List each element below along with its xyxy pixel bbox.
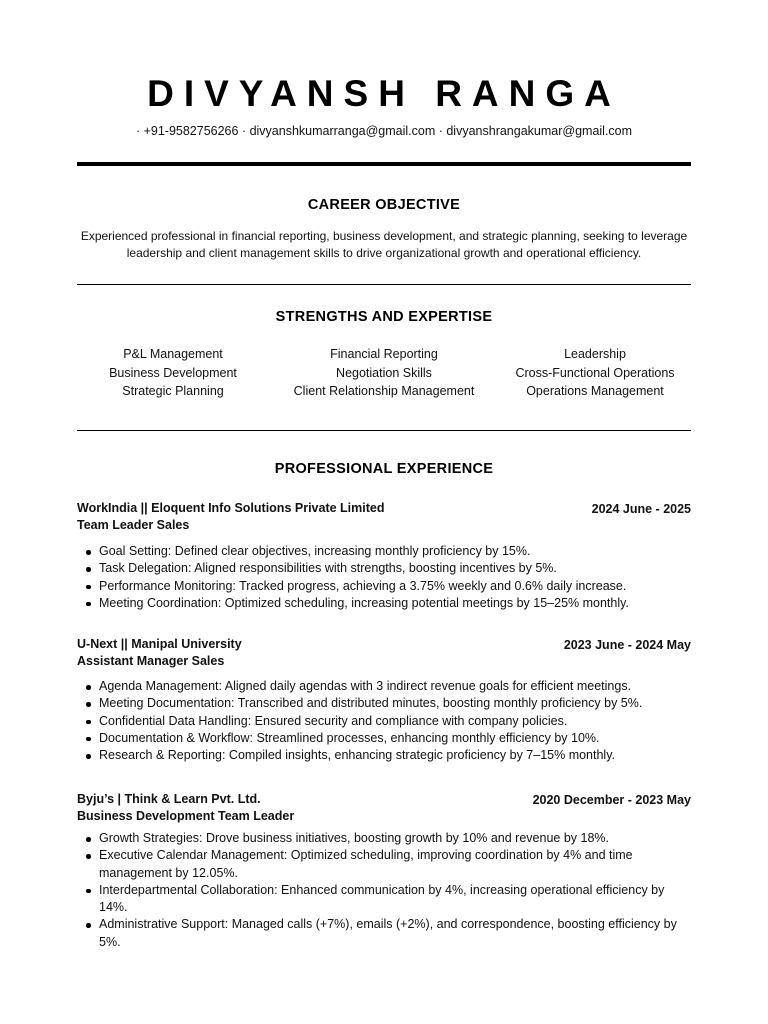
job-entry [77, 636, 691, 763]
job-company: WorkIndia || Eloquent Info Solutions Private Limited [77, 501, 385, 515]
job-bullet: Goal Setting: Defined clear objectives, increasing monthly proficiency by 15%. [77, 543, 691, 560]
job-bullet: Task Delegation: Aligned responsibilities with strengths, boosting incentives by 5%. [77, 560, 691, 577]
job-bullets [77, 830, 691, 951]
section-divider [77, 430, 691, 431]
career-objective-heading: CAREER OBJECTIVE [307, 197, 461, 213]
job-role: Team Leader Sales [77, 518, 190, 532]
job-role: Assistant Manager Sales [77, 654, 225, 668]
strength-item: Business Development [109, 365, 237, 380]
strengths-heading: STRENGTHS AND EXPERTISE [275, 309, 493, 325]
strength-item: Negotiation Skills [336, 365, 432, 380]
strengths-grid [77, 346, 691, 401]
strength-item: Cross-Functional Operations [515, 365, 675, 380]
job-company: U-Next || Manipal University [77, 637, 242, 651]
strength-item: Leadership [564, 347, 626, 361]
candidate-name: DIVYANSH RANGA [147, 73, 621, 114]
job-entry [77, 500, 691, 610]
job-bullet: Interdepartmental Collaboration: Enhanced communication by 4%, increasing operational efficiency by 14%. [77, 882, 691, 917]
job-bullets [77, 543, 691, 612]
job-header [77, 500, 691, 534]
job-bullet: Performance Monitoring: Tracked progress, achieving a 3.75% weekly and 0.6% daily increase. [77, 578, 691, 595]
job-entry [77, 791, 691, 949]
job-header [77, 636, 691, 670]
job-dates: 2023 June - 2024 May [563, 638, 691, 652]
experience-heading: PROFESSIONAL EXPERIENCE [274, 461, 494, 477]
job-bullet: Meeting Coordination: Optimized scheduling, increasing potential meetings by 15–25% monthly. [77, 595, 691, 612]
job-bullet: Growth Strategies: Drove business initiatives, boosting growth by 10% and revenue by 18%. [77, 830, 691, 847]
strength-item: Operations Management [526, 384, 664, 398]
job-dates: 2024 June - 2025 [591, 502, 691, 516]
job-bullet: Documentation & Workflow: Streamlined processes, enhancing monthly efficiency by 10%. [77, 730, 691, 747]
job-bullet: Confidential Data Handling: Ensured security and compliance with company policies. [77, 713, 691, 730]
job-bullets [77, 678, 691, 764]
strength-item: Financial Reporting [330, 347, 438, 361]
strength-item: P&L Management [123, 347, 223, 361]
job-bullet: Research & Reporting: Compiled insights, enhancing strategic proficiency by 7–15% monthly. [77, 747, 691, 764]
job-bullet: Executive Calendar Management: Optimized scheduling, improving coordination by 4% and time management by 12.05%. [77, 847, 691, 882]
job-bullet: Administrative Support: Managed calls (+7%), emails (+2%), and correspondence, boosting efficiency by 5%. [77, 916, 691, 951]
job-bullet: Agenda Management: Aligned daily agendas with 3 indirect revenue goals for efficient meetings. [77, 678, 691, 695]
section-divider [77, 284, 691, 285]
job-bullet: Meeting Documentation: Transcribed and distributed minutes, boosting monthly proficiency by 5%. [77, 695, 691, 712]
career-objective-text: Experienced professional in financial reporting, business development, and strategic planning, seeking to leverage leadership and client management skills to drive organizational growth and operational efficiency. [80, 229, 688, 260]
contact-line: · +91-9582756266 · divyanshkumarranga@gmail.com · divyanshrangakumar@gmail.com [135, 124, 633, 138]
strength-item: Strategic Planning [122, 384, 224, 398]
job-company: Byju’s | Think & Learn Pvt. Ltd. [77, 792, 261, 806]
strength-item: Client Relationship Management [293, 384, 475, 398]
job-dates: 2020 December - 2023 May [532, 793, 691, 807]
header-divider [77, 162, 691, 166]
job-header [77, 791, 691, 825]
job-role: Business Development Team Leader [77, 809, 295, 823]
